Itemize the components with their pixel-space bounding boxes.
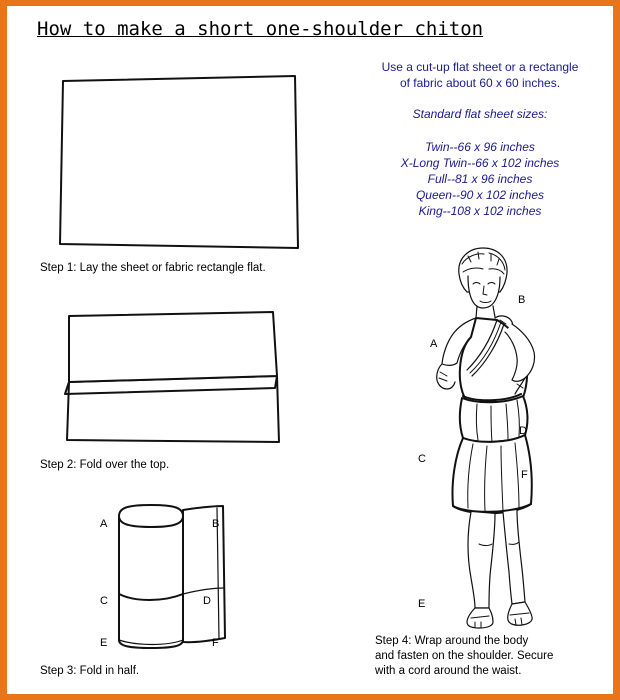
step3-caption: Step 3: Fold in half. bbox=[40, 665, 140, 677]
step4-caption-line3: with a cord around the waist. bbox=[375, 665, 522, 677]
step3-figure bbox=[107, 498, 257, 653]
body-label-a: A bbox=[430, 338, 438, 350]
page-title: How to make a short one-shoulder chiton bbox=[37, 18, 484, 40]
flat-sheet-drawing bbox=[55, 66, 305, 256]
body-label-d: D bbox=[519, 425, 527, 437]
body-label-e: E bbox=[418, 598, 426, 610]
sheet-size-twin: Twin--66 x 96 inches bbox=[425, 140, 535, 154]
step1-figure bbox=[55, 66, 305, 256]
step4-figure bbox=[405, 244, 585, 644]
fold-label-a: A bbox=[100, 518, 108, 530]
fold-label-c: C bbox=[100, 595, 108, 607]
step2-caption: Step 2: Fold over the top. bbox=[40, 459, 170, 471]
materials-note bbox=[355, 59, 605, 91]
sheet-size-xlong-twin: X-Long Twin--66 x 102 inches bbox=[400, 156, 560, 170]
woman-wearing-chiton-drawing bbox=[405, 244, 585, 644]
page-content bbox=[7, 6, 613, 694]
step1-caption: Step 1: Lay the sheet or fabric rectangle flat. bbox=[40, 262, 266, 274]
sheet-size-king: King--108 x 102 inches bbox=[418, 204, 542, 218]
sheet-size-queen: Queen--90 x 102 inches bbox=[415, 188, 545, 202]
step4-caption bbox=[375, 634, 595, 679]
fold-label-e: E bbox=[100, 637, 108, 649]
step4-caption-line1: Step 4: Wrap around the body bbox=[375, 635, 529, 647]
page-border-bottom bbox=[0, 694, 620, 700]
fold-label-b: B bbox=[212, 518, 220, 530]
fold-label-d: D bbox=[203, 595, 211, 607]
body-label-c: C bbox=[418, 453, 426, 465]
sheet-sizes-list bbox=[355, 139, 605, 219]
step4-caption-line2: and fasten on the shoulder. Secure bbox=[375, 650, 554, 662]
materials-line-2: of fabric about 60 x 60 inches. bbox=[399, 76, 561, 90]
body-label-b: B bbox=[518, 294, 526, 306]
page-border-right bbox=[613, 0, 620, 700]
folded-half-drawing bbox=[107, 498, 257, 653]
fold-label-f: F bbox=[212, 637, 219, 649]
sheet-size-full: Full--81 x 96 inches bbox=[427, 172, 533, 186]
page-border-left bbox=[0, 0, 7, 700]
body-label-f: F bbox=[521, 469, 528, 481]
folded-top-drawing bbox=[55, 304, 295, 449]
sheet-sizes-heading: Standard flat sheet sizes: bbox=[412, 107, 548, 121]
materials-line-1: Use a cut-up flat sheet or a rectangle bbox=[381, 60, 579, 74]
step2-figure bbox=[55, 304, 295, 449]
